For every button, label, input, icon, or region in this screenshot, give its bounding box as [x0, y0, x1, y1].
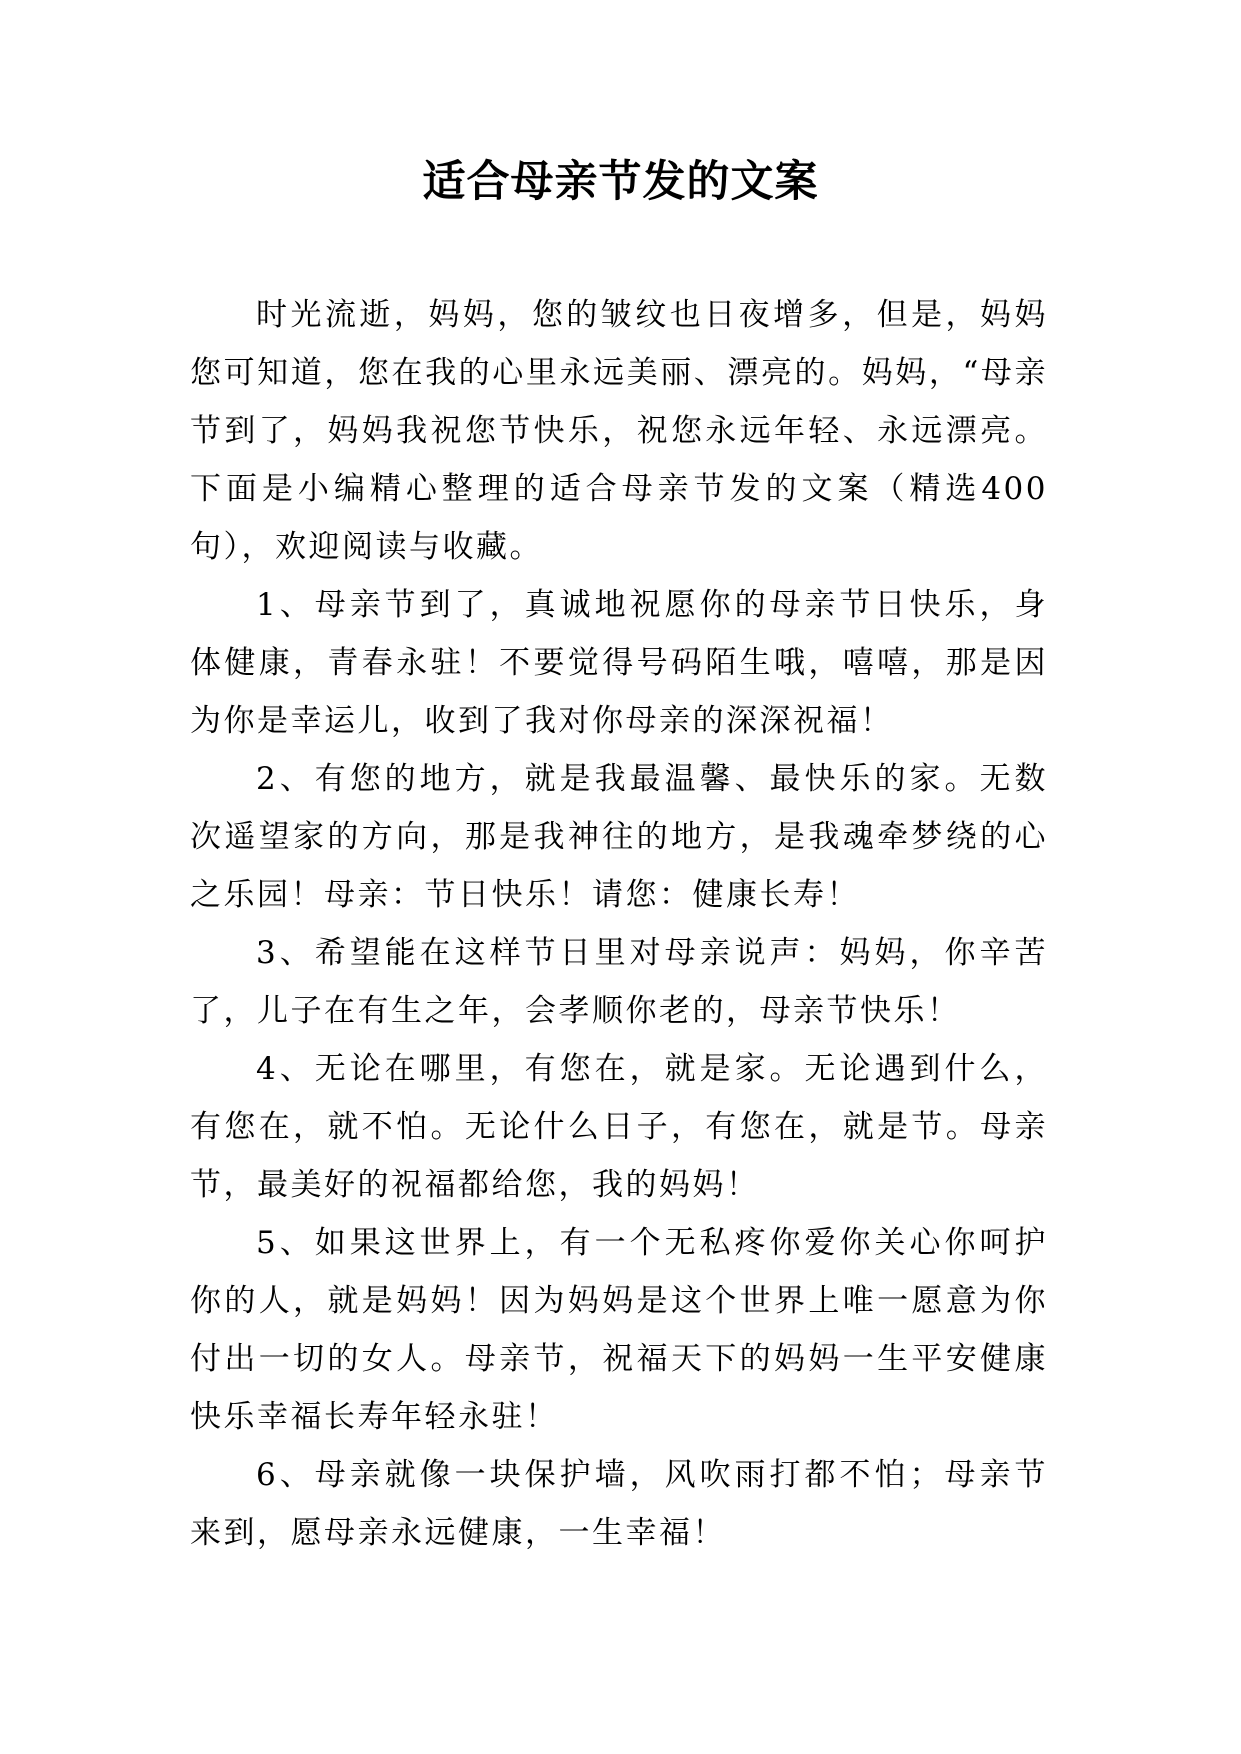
intro-paragraph: 时光流逝，妈妈，您的皱纹也日夜增多，但是，妈妈您可知道，您在我的心里永远美丽、漂亮的。妈妈，“母亲节到了，妈妈我祝您节快乐，祝您永远年轻、永远漂亮。下面是小编精心整理的适合母亲节发的文案（精选400句），欢迎阅读与收藏。: [190, 297, 1048, 565]
list-item-3: 3、希望能在这样节日里对母亲说声：妈妈，你辛苦了，儿子在有生之年，会孝顺你老的，母亲节快乐！: [190, 935, 1048, 1029]
list-item-1: 1、母亲节到了，真诚地祝愿你的母亲节日快乐，身体健康，青春永驻！不要觉得号码陌生哦，嘻嘻，那是因为你是幸运儿，收到了我对你母亲的深深祝福！: [190, 587, 1048, 739]
list-item-4: 4、无论在哪里，有您在，就是家。无论遇到什么，有您在，就不怕。无论什么日子，有您在，就是节。母亲节，最美好的祝福都给您，我的妈妈！: [190, 1051, 1048, 1203]
document-body: [190, 286, 1048, 1562]
list-item-5: 5、如果这世界上，有一个无私疼你爱你关心你呵护你的人，就是妈妈！因为妈妈是这个世界上唯一愿意为你付出一切的女人。母亲节，祝福天下的妈妈一生平安健康快乐幸福长寿年轻永驻！: [190, 1225, 1048, 1435]
list-item-2: 2、有您的地方，就是我最温馨、最快乐的家。无数次遥望家的方向，那是我神往的地方，是我魂牵梦绕的心之乐园！母亲：节日快乐！请您：健康长寿！: [190, 761, 1048, 913]
list-item-6: 6、母亲就像一块保护墙，风吹雨打都不怕；母亲节来到，愿母亲永远健康，一生幸福！: [190, 1457, 1048, 1551]
document-title: 适合母亲节发的文案: [422, 157, 819, 207]
